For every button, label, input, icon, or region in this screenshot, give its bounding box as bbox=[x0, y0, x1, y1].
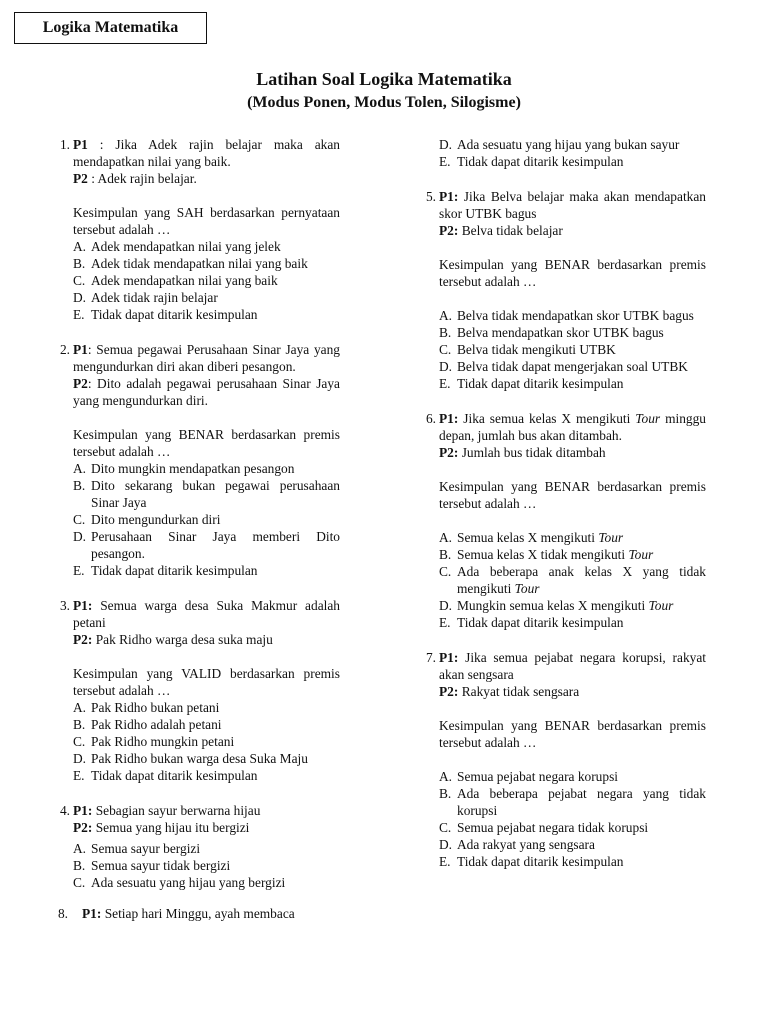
option-text: Pak Ridho bukan warga desa Suka Maju bbox=[91, 751, 308, 766]
option bbox=[439, 853, 706, 870]
question-2 bbox=[50, 341, 340, 579]
option-letter: E. bbox=[73, 563, 85, 578]
option-letter: D. bbox=[73, 529, 87, 544]
premise-label: P1: bbox=[439, 650, 459, 665]
option-letter: D. bbox=[439, 837, 453, 852]
options-list bbox=[73, 238, 340, 323]
premise-text: Jika semua kelas X mengikuti bbox=[458, 411, 636, 426]
option-letter: C. bbox=[439, 820, 452, 835]
option bbox=[439, 341, 706, 358]
option bbox=[439, 153, 706, 170]
option-letter: A. bbox=[439, 308, 453, 323]
option-italic: Tour bbox=[598, 530, 624, 545]
premise-label: P2: bbox=[73, 632, 93, 647]
premise-label: P2: bbox=[439, 223, 459, 238]
option-text: Ada rakyat yang sengsara bbox=[457, 837, 595, 852]
option bbox=[73, 750, 340, 767]
option-letter: B. bbox=[439, 786, 452, 801]
option-text: Pak Ridho bukan petani bbox=[91, 700, 220, 715]
option-letter: D. bbox=[439, 598, 453, 613]
option bbox=[73, 238, 340, 255]
premise-text: : Jika Adek rajin belajar maka akan mendapatkan nilai yang baik. bbox=[73, 137, 340, 169]
question-number: 4. bbox=[59, 803, 70, 818]
question-7 bbox=[416, 649, 706, 870]
question-prompt: Kesimpulan yang BENAR berdasarkan premis tersebut adalah … bbox=[439, 257, 706, 289]
premise-2 bbox=[73, 375, 340, 409]
option-letter: B. bbox=[73, 478, 86, 493]
question-prompt: Kesimpulan yang SAH berdasarkan pernyataan tersebut adalah … bbox=[73, 205, 340, 237]
option-italic: Tour bbox=[514, 581, 540, 596]
option-text: Adek mendapatkan nilai yang baik bbox=[91, 273, 278, 288]
premise-label: P2 bbox=[73, 376, 88, 391]
document-tag: Logika Matematika bbox=[14, 12, 207, 44]
premise-text: Semua yang hijau itu bergizi bbox=[92, 820, 250, 835]
premise-label: P1: bbox=[439, 189, 459, 204]
premise-1 bbox=[73, 802, 340, 819]
question-4 bbox=[50, 802, 340, 891]
option-letter: E. bbox=[439, 154, 451, 169]
option bbox=[73, 511, 340, 528]
premise-text: Jika Belva belajar maka akan mendapatkan skor UTBK bagus bbox=[439, 189, 706, 221]
premise-text: Semua warga desa Suka Makmur adalah petani bbox=[73, 598, 340, 630]
premise-label: P2: bbox=[73, 820, 93, 835]
question-number: 6. bbox=[425, 411, 436, 426]
options-list bbox=[439, 529, 706, 631]
options-list bbox=[73, 840, 340, 891]
option-letter: A. bbox=[73, 239, 87, 254]
option bbox=[73, 733, 340, 750]
question-number: 5. bbox=[425, 189, 436, 204]
premise-text: : Adek rajin belajar. bbox=[87, 171, 197, 186]
option bbox=[73, 477, 340, 511]
option-text: Semua pejabat negara tidak korupsi bbox=[457, 820, 649, 835]
option-text: Perusahaan Sinar Jaya memberi Dito pesangon. bbox=[91, 529, 340, 561]
option-text: Tidak dapat ditarik kesimpulan bbox=[457, 615, 624, 630]
option-text: Belva mendapatkan skor UTBK bagus bbox=[457, 325, 664, 340]
premise-label: P1 bbox=[73, 137, 88, 152]
option-letter: B. bbox=[73, 717, 86, 732]
option bbox=[439, 597, 706, 614]
option-letter: C. bbox=[73, 875, 86, 890]
option bbox=[73, 699, 340, 716]
option-letter: A. bbox=[73, 841, 87, 856]
option-letter: E. bbox=[439, 376, 451, 391]
question-number: 1. bbox=[59, 137, 70, 152]
premise-2 bbox=[439, 683, 706, 700]
option-text: Dito sekarang bukan pegawai perusahaan Sinar Jaya bbox=[91, 478, 340, 510]
option-text: Tidak dapat ditarik kesimpulan bbox=[457, 154, 624, 169]
option bbox=[73, 767, 340, 784]
premise-2 bbox=[439, 444, 706, 461]
option-text: Dito mengundurkan diri bbox=[91, 512, 221, 527]
option bbox=[73, 874, 340, 891]
option-text: Ada beberapa pejabat negara yang tidak korupsi bbox=[457, 786, 706, 818]
option-text: Semua sayur tidak bergizi bbox=[91, 858, 231, 873]
option-text: Semua kelas X tidak mengikuti bbox=[457, 547, 629, 562]
option bbox=[439, 358, 706, 375]
question-number: 3. bbox=[59, 598, 70, 613]
option-letter: C. bbox=[439, 564, 452, 579]
premise-1 bbox=[73, 136, 340, 170]
option bbox=[439, 768, 706, 785]
question-1 bbox=[50, 136, 340, 323]
option bbox=[439, 563, 706, 597]
option-letter: D. bbox=[439, 359, 453, 374]
option-letter: A. bbox=[439, 530, 453, 545]
premise-text: : Dito adalah pegawai perusahaan Sinar Jaya yang mengundurkan diri. bbox=[73, 376, 340, 408]
option bbox=[73, 272, 340, 289]
premise-label: P1: bbox=[82, 906, 102, 921]
page-subtitle: (Modus Ponen, Modus Tolen, Silogisme) bbox=[247, 94, 521, 111]
premise-italic: Tour bbox=[635, 411, 661, 426]
question-prompt: Kesimpulan yang VALID berdasarkan premis tersebut adalah … bbox=[73, 666, 340, 698]
option-letter: C. bbox=[73, 512, 86, 527]
option bbox=[73, 460, 340, 477]
options-list bbox=[73, 460, 340, 579]
premise-label: P1 bbox=[73, 342, 88, 357]
option-letter: A. bbox=[73, 461, 87, 476]
option bbox=[439, 307, 706, 324]
question-8 bbox=[50, 905, 340, 922]
option-text: Dito mungkin mendapatkan pesangon bbox=[91, 461, 295, 476]
option-text: Semua kelas X mengikuti bbox=[457, 530, 599, 545]
option-text: Ada sesuatu yang hijau yang bukan sayur bbox=[457, 137, 680, 152]
option-text: Pak Ridho mungkin petani bbox=[91, 734, 235, 749]
option-letter: E. bbox=[73, 307, 85, 322]
left-column bbox=[50, 136, 340, 940]
premise-label: P1: bbox=[439, 411, 459, 426]
question-4-continued bbox=[416, 136, 706, 170]
premise-2 bbox=[73, 170, 340, 187]
option bbox=[73, 255, 340, 272]
option-text: Ada sesuatu yang hijau yang bergizi bbox=[91, 875, 286, 890]
option-italic: Tour bbox=[648, 598, 674, 613]
option-text: Adek tidak mendapatkan nilai yang baik bbox=[91, 256, 308, 271]
option-text: Adek mendapatkan nilai yang jelek bbox=[91, 239, 281, 254]
option bbox=[439, 375, 706, 392]
option bbox=[73, 528, 340, 562]
option-text: Tidak dapat ditarik kesimpulan bbox=[457, 854, 624, 869]
option bbox=[439, 546, 706, 563]
question-number: 2. bbox=[59, 342, 70, 357]
option-letter: C. bbox=[73, 734, 86, 749]
premise-text: : Semua pegawai Perusahaan Sinar Jaya yang mengundurkan diri akan diberi pesangon. bbox=[73, 342, 340, 374]
option-letter: B. bbox=[73, 256, 86, 271]
options-list bbox=[439, 136, 706, 170]
option-italic: Tour bbox=[628, 547, 654, 562]
premise-text: Setiap hari Minggu, ayah membaca bbox=[101, 906, 295, 921]
option-letter: D. bbox=[73, 290, 87, 305]
option-letter: B. bbox=[439, 325, 452, 340]
option-letter: A. bbox=[73, 700, 87, 715]
option-letter: C. bbox=[73, 273, 86, 288]
premise-label: P2: bbox=[439, 445, 459, 460]
premise-text: Sebagian sayur berwarna hijau bbox=[92, 803, 261, 818]
option-letter: D. bbox=[73, 751, 87, 766]
option-letter: B. bbox=[73, 858, 86, 873]
option bbox=[73, 562, 340, 579]
question-prompt: Kesimpulan yang BENAR berdasarkan premis tersebut adalah … bbox=[439, 718, 706, 750]
premise-text: Pak Ridho warga desa suka maju bbox=[92, 632, 273, 647]
question-number: 8. bbox=[57, 906, 68, 921]
premise-2 bbox=[439, 222, 706, 239]
option-text: Mungkin semua kelas X mengikuti bbox=[457, 598, 649, 613]
option-text: Belva tidak dapat mengerjakan soal UTBK bbox=[457, 359, 688, 374]
option-letter: E. bbox=[73, 768, 85, 783]
option bbox=[73, 306, 340, 323]
question-6 bbox=[416, 410, 706, 631]
option bbox=[439, 785, 706, 819]
option-text: Tidak dapat ditarik kesimpulan bbox=[91, 563, 258, 578]
page-title: Latihan Soal Logika Matematika bbox=[256, 69, 512, 89]
option-letter: C. bbox=[439, 342, 452, 357]
premise-1 bbox=[439, 410, 706, 444]
option-text: Pak Ridho adalah petani bbox=[91, 717, 222, 732]
premise-1 bbox=[439, 188, 706, 222]
option bbox=[73, 857, 340, 874]
option-text: Tidak dapat ditarik kesimpulan bbox=[91, 307, 258, 322]
option-letter: B. bbox=[439, 547, 452, 562]
options-list bbox=[73, 699, 340, 784]
option-text: Semua pejabat negara korupsi bbox=[457, 769, 619, 784]
premise-label: P1: bbox=[73, 598, 93, 613]
premise-text: Jumlah bus tidak ditambah bbox=[458, 445, 606, 460]
premise-label: P1: bbox=[73, 803, 93, 818]
options-list bbox=[439, 307, 706, 392]
option bbox=[439, 836, 706, 853]
premise-1 bbox=[73, 341, 340, 375]
premise-1 bbox=[439, 649, 706, 683]
option bbox=[439, 324, 706, 341]
option-text: Belva tidak mendapatkan skor UTBK bagus bbox=[457, 308, 694, 323]
premise-2 bbox=[73, 631, 340, 648]
premise-2 bbox=[73, 819, 340, 836]
option-text: Adek tidak rajin belajar bbox=[91, 290, 218, 305]
premise-text: Jika semua pejabat negara korupsi, rakyat akan sengsara bbox=[439, 650, 706, 682]
option-text: Semua sayur bergizi bbox=[91, 841, 201, 856]
question-prompt: Kesimpulan yang BENAR berdasarkan premis tersebut adalah … bbox=[73, 427, 340, 459]
option bbox=[439, 136, 706, 153]
right-column bbox=[416, 136, 706, 888]
option-text: Tidak dapat ditarik kesimpulan bbox=[91, 768, 258, 783]
option-text: Tidak dapat ditarik kesimpulan bbox=[457, 376, 624, 391]
premise-text: Belva tidak belajar bbox=[458, 223, 563, 238]
option-letter: D. bbox=[439, 137, 453, 152]
option bbox=[73, 289, 340, 306]
option-text: Belva tidak mengikuti UTBK bbox=[457, 342, 616, 357]
option bbox=[73, 716, 340, 733]
question-3 bbox=[50, 597, 340, 784]
premise-1 bbox=[73, 597, 340, 631]
premise-text-end: minggu depan, jumlah bus akan ditambah. bbox=[439, 411, 706, 443]
option bbox=[439, 819, 706, 836]
option-letter: E. bbox=[439, 854, 451, 869]
premise-text: Rakyat tidak sengsara bbox=[458, 684, 580, 699]
option bbox=[439, 529, 706, 546]
question-prompt: Kesimpulan yang BENAR berdasarkan premis tersebut adalah … bbox=[439, 479, 706, 511]
option-letter: A. bbox=[439, 769, 453, 784]
options-list bbox=[439, 768, 706, 870]
option bbox=[439, 614, 706, 631]
question-number: 7. bbox=[425, 650, 436, 665]
question-5 bbox=[416, 188, 706, 392]
option-letter: E. bbox=[439, 615, 451, 630]
premise-label: P2: bbox=[439, 684, 459, 699]
option bbox=[73, 840, 340, 857]
premise-1 bbox=[82, 905, 340, 922]
premise-label: P2 bbox=[73, 171, 88, 186]
option-text: Ada beberapa anak kelas X yang tidak mengikuti bbox=[457, 564, 706, 596]
